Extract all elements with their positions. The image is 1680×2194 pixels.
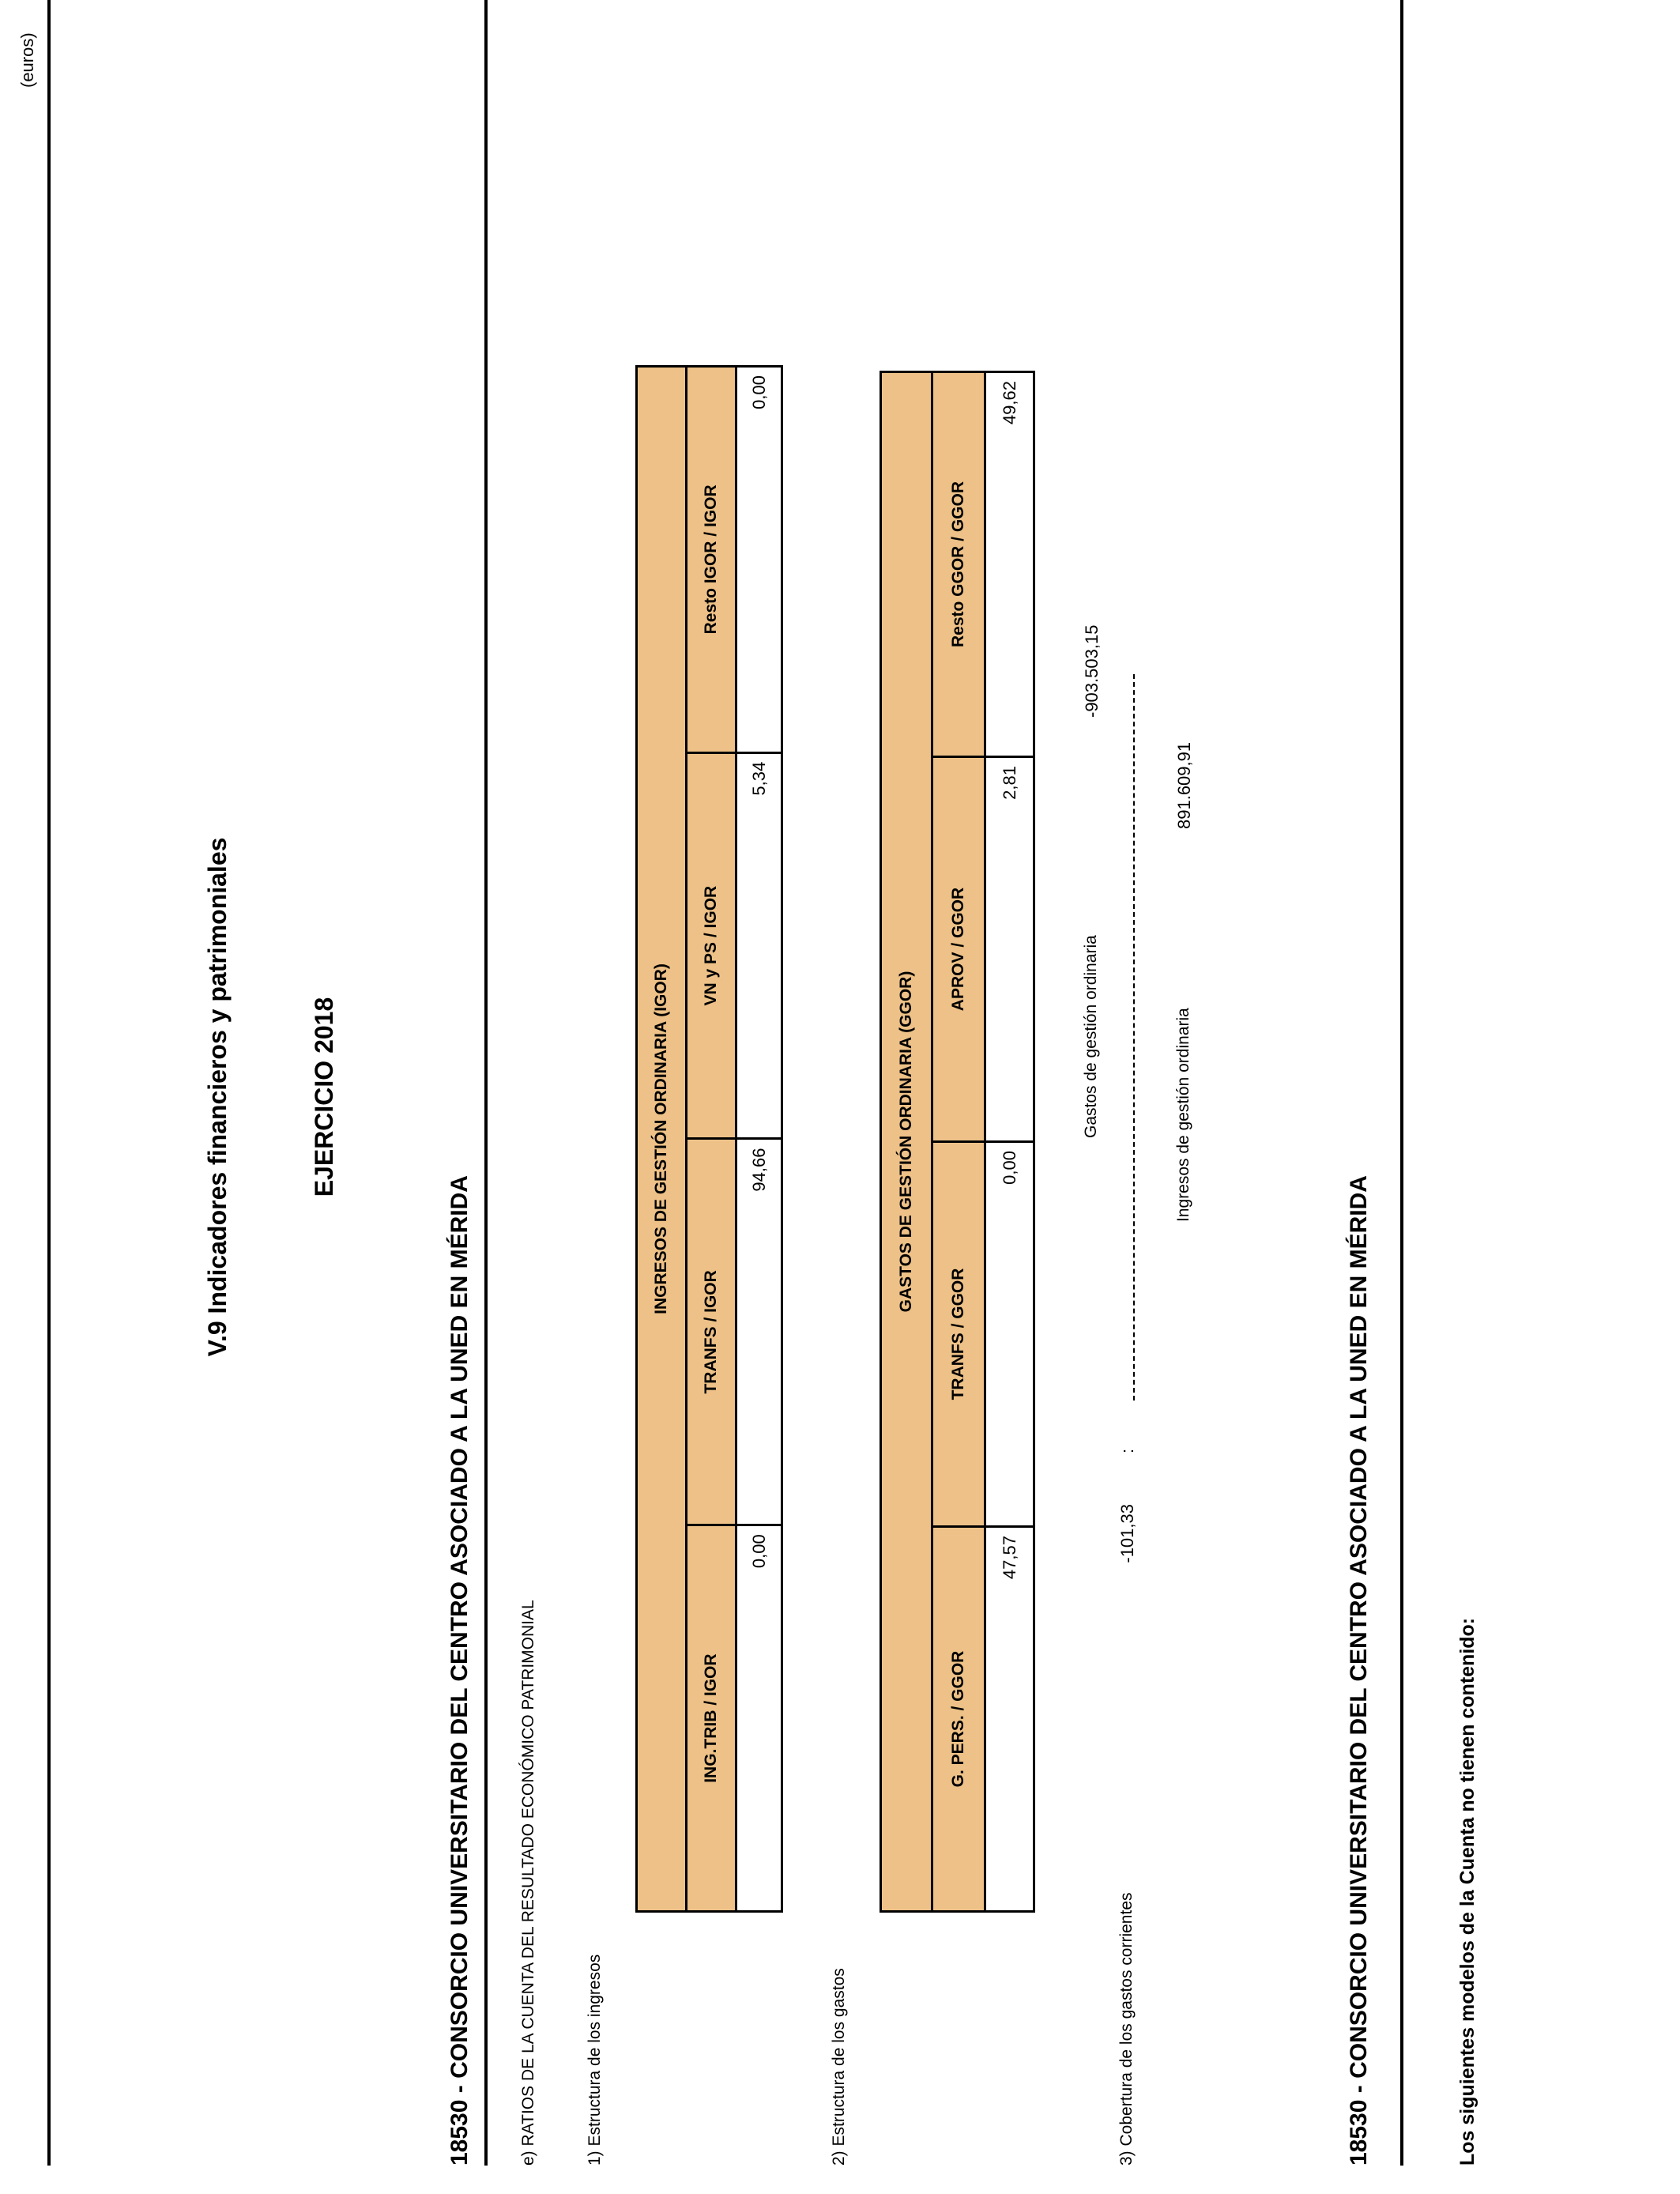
footer-entity-heading: 18530 - CONSORCIO UNIVERSITARIO DEL CENTRO ASOCIADO A LA UNED EN MÉRIDA: [1346, 1175, 1372, 2166]
ingresos-col-ing-trib: ING.TRIB / IGOR: [687, 1525, 736, 1912]
cobertura-numerator-label: Gastos de gestión ordinaria: [1082, 935, 1100, 1138]
cobertura-fraction-line: [1133, 674, 1135, 1400]
footer-note: Los siguientes modelos de la Cuenta no tienen contenido:: [1456, 1617, 1478, 2166]
ingresos-label: 1) Estructura de los ingresos: [586, 1954, 604, 2166]
cobertura-numerator-value: -903.503,15: [1082, 624, 1102, 718]
gastos-table: [880, 371, 1035, 1913]
gastos-val-aprov: 2,81: [985, 757, 1034, 1142]
footer-rule: [1400, 0, 1403, 2166]
top-rule: [47, 0, 51, 2166]
currency-note: (euros): [17, 32, 37, 88]
cobertura-denominator-value: 891.609,91: [1174, 741, 1194, 829]
ingresos-col-vn-ps: VN y PS / IGOR: [687, 752, 736, 1139]
cobertura-denominator-label: Ingresos de gestión ordinaria: [1174, 1008, 1192, 1222]
exercise-label: EJERCICIO 2018: [310, 997, 338, 1197]
entity-heading: 18530 - CONSORCIO UNIVERSITARIO DEL CENTRO ASOCIADO A LA UNED EN MÉRIDA: [446, 1175, 473, 2166]
gastos-col-resto: Resto GGOR / GGOR: [932, 372, 985, 757]
gastos-val-resto: 49,62: [985, 372, 1034, 757]
ingresos-val-vn-ps: 5,34: [736, 752, 782, 1139]
gastos-col-g-pers: G. PERS. / GGOR: [932, 1527, 985, 1912]
ingresos-col-resto: Resto IGOR / IGOR: [687, 367, 736, 753]
ingresos-val-ing-trib: 0,00: [736, 1525, 782, 1912]
ingresos-col-tranfs: TRANFS / IGOR: [687, 1139, 736, 1525]
ingresos-table-title: INGRESOS DE GESTIÓN ORDINARIA (IGOR): [637, 367, 687, 1912]
section-title: e) RATIOS DE LA CUENTA DEL RESULTADO ECONÓMICO PATRIMONIAL: [519, 1600, 537, 2166]
gastos-col-aprov: APROV / GGOR: [932, 757, 985, 1142]
ingresos-table: [635, 365, 783, 1913]
report-title: V.9 Indicadores financieros y patrimoniales: [203, 837, 232, 1357]
gastos-col-tranfs: TRANFS / GGOR: [932, 1142, 985, 1527]
gastos-table-title: GASTOS DE GESTIÓN ORDINARIA (GGOR): [881, 372, 932, 1912]
cobertura-ratio: -101,33: [1117, 1504, 1137, 1563]
ingresos-val-resto: 0,00: [736, 367, 782, 753]
ingresos-val-tranfs: 94,66: [736, 1139, 782, 1525]
gastos-val-tranfs: 0,00: [985, 1142, 1034, 1527]
gastos-label: 2) Estructura de los gastos: [830, 1968, 848, 2166]
cobertura-label: 3) Cobertura de los gastos corrientes: [1117, 1892, 1136, 2166]
cobertura-separator: :: [1117, 1448, 1137, 1453]
gastos-val-g-pers: 47,57: [985, 1527, 1034, 1912]
entity-rule: [484, 0, 488, 2166]
